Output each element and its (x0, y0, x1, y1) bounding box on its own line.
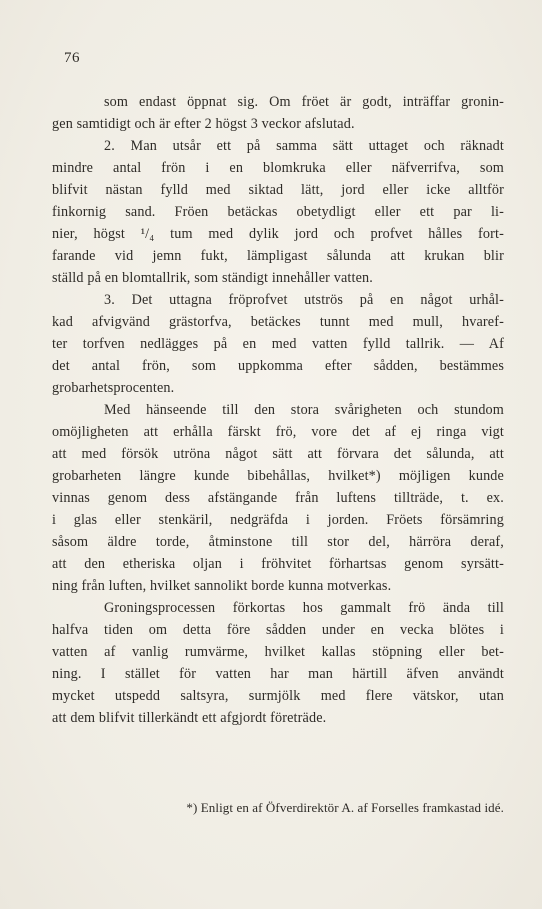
text-line: vatten af vanlig rumvärme, hvilket kallas stöpning eller bet- (52, 644, 504, 660)
text-line: det antal frön, som uppkomma efter sådden, bestämmes (52, 358, 504, 374)
text-line: som endast öppnat sig. Om fröet är godt, inträffar gronin- (104, 94, 504, 110)
page-number: 76 (64, 50, 80, 66)
text-line: Groningsprocessen förkortas hos gammalt frö ända till (104, 600, 504, 616)
footnote: *) Enligt en af Öfverdirektör A. af Forselles framkastad idé. (186, 800, 504, 815)
text-line: mindre antal frön i en blomkruka eller näfverrifva, som (52, 160, 504, 176)
text-line: Med hänseende till den stora svårigheten och stundom (104, 402, 504, 418)
text-line: såsom äldre torde, åtminstone till stor del, härröra deraf, (52, 534, 504, 550)
body-text (52, 91, 504, 729)
text-line: vinnas genom dess afstängande från luftens tillträde, t. ex. (52, 490, 504, 506)
text-line: finkornig sand. Fröen betäckas obetydligt eller ett par li- (52, 204, 504, 220)
text-line: ning från luften, hvilket sannolikt borde kunna motverkas. (52, 578, 392, 594)
text-line: ställd på en blomtallrik, som ständigt innehåller vatten. (52, 270, 374, 286)
text-line: omöjligheten att erhålla färskt frö, vore det af ej ringa vigt (52, 424, 504, 440)
text-line: grobarhetsprocenten. (52, 380, 175, 396)
text-line: gen samtidigt och är efter 2 högst 3 veckor afslutad. (52, 116, 355, 132)
text-line: ter torfven nedlägges på en med vatten fylld tallrik. — Af (52, 336, 504, 352)
text-line: grobarheten längre kunde bibehållas, hvilket*) möjligen kunde (52, 468, 504, 484)
text-line: att den etheriska oljan i fröhvitet förhartsas genom syrsätt- (52, 556, 504, 572)
text-line: att dem blifvit tillerkändt ett afgjordt företräde. (52, 710, 327, 726)
text-line: 2. Man utsår ett på samma sätt uttaget och räknadt (104, 138, 504, 154)
text-line: mycket utspedd saltsyra, surmjölk med flere vätskor, utan (52, 688, 504, 704)
text-line: blifvit nästan fylld med siktad lätt, jord eller icke alltför (52, 182, 504, 198)
text-line: kad afvigvänd grästorfva, betäckes tunnt med mull, hvaref- (52, 314, 504, 330)
text-line: att med försök utröna något sätt att förvara det sålunda, att (52, 446, 504, 462)
text-line: halfva tiden om detta före sådden under en vecka blötes i (52, 622, 504, 638)
text-line: 3. Det uttagna fröprofvet utströs på en något urhål- (104, 292, 504, 308)
text-line: i glas eller stenkäril, nedgräfda i jorden. Fröets försämring (52, 512, 504, 528)
text-line: farande vid jemn fukt, lämpligast sålunda att krukan blir (52, 248, 504, 264)
text-line: ning. I stället för vatten har man härtill äfven användt (52, 666, 504, 682)
text-line: nier, högst ¹/₄ tum med dylik jord och profvet hålles fort- (52, 226, 504, 242)
